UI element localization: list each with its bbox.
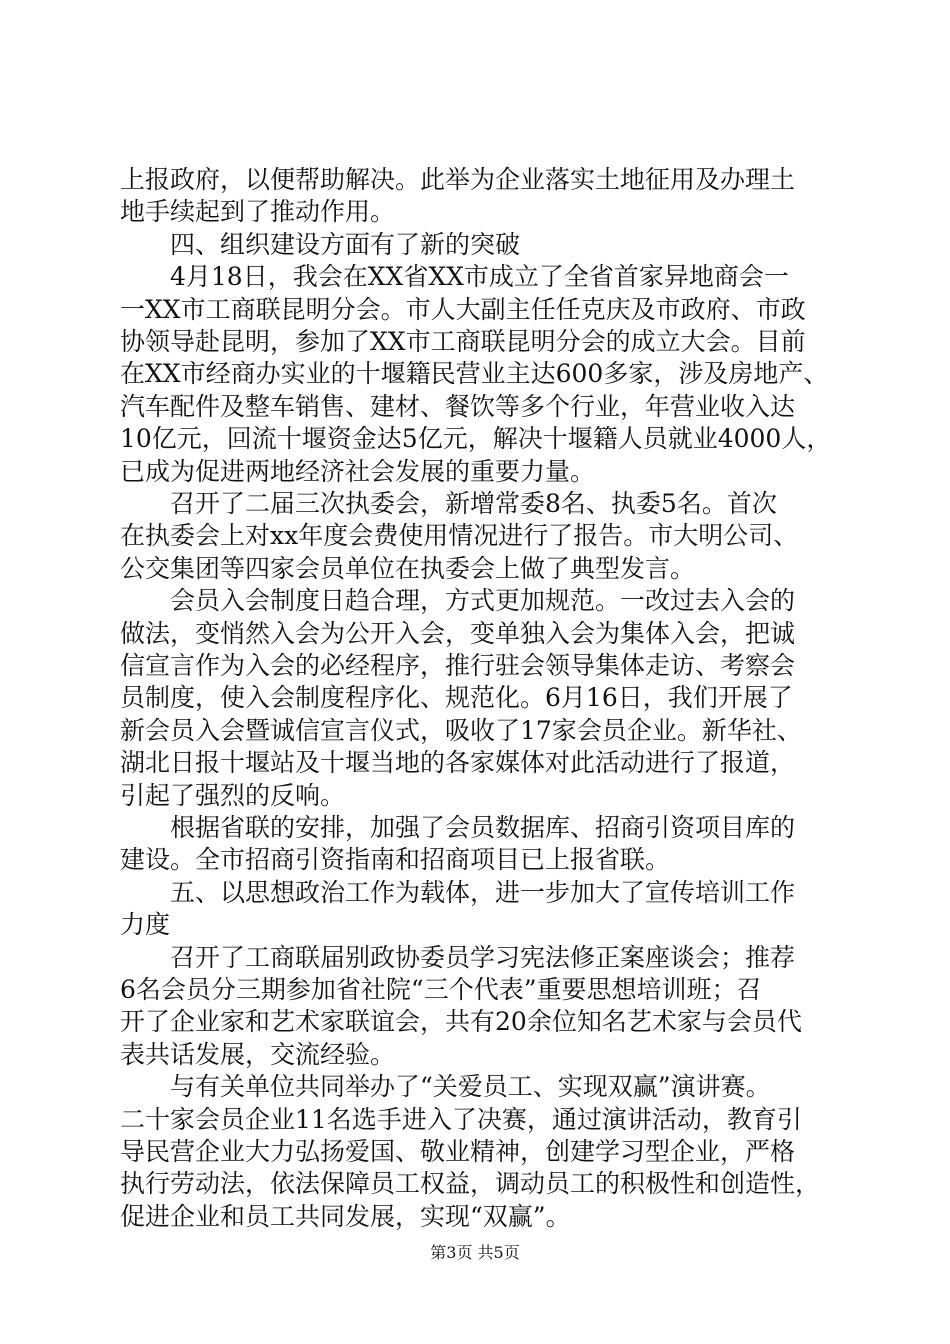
text-line: 建设。全市招商引资指南和招商项目已上报省联。 — [120, 845, 671, 875]
text-line: 10亿元，回流十堰资金达5亿元，解决十堰籍人员就业4000人， — [120, 424, 832, 454]
text-line: 一XX市工商联昆明分会。市人大副主任任克庆及市政府、市政 — [120, 294, 806, 324]
text-line: 会员入会制度日趋合理，方式更加规范。一改过去入会的 — [170, 586, 796, 616]
text-line: 召开了工商联届别政协委员学习宪法修正案座谈会；推荐 — [170, 942, 796, 972]
text-line: 引起了强烈的反响。 — [120, 780, 346, 810]
text-line: 根据省联的安排，加强了会员数据库、招商引资项目库的 — [170, 813, 796, 842]
text-line: 做法，变悄然入会为公开入会，变单独入会为集体入会，把诚 — [120, 618, 796, 648]
text-line: 开了企业家和艺术家联谊会，共有20余位知名艺术家与会员代 — [120, 1007, 802, 1037]
text-line: 在XX市经商办实业的十堰籍民营业主达600多家，涉及房地产、 — [120, 359, 829, 389]
page-number-footer: 第3页 共5页 — [430, 1243, 520, 1262]
text-line: 促进企业和员工共同发展，实现“双赢”。 — [120, 1201, 571, 1231]
text-line: 6名会员分三期参加省社院“三个代表”重要思想培训班；召 — [120, 975, 762, 1004]
text-line: 表共话发展，交流经验。 — [120, 1039, 396, 1069]
text-line: 新会员入会暨诚信宣言仪式，吸收了17家会员企业。新华社、 — [120, 715, 802, 745]
text-line: 公交集团等四家会员单位在执委会上做了典型发言。 — [120, 553, 696, 583]
text-line: 4月18日，我会在XX省XX市成立了全省首家异地商会一 — [170, 262, 789, 292]
text-line: 执行劳动法，依法保障员工权益，调动员工的积极性和创造性， — [120, 1169, 821, 1199]
text-line: 上报政府，以便帮助解决。此举为企业落实土地征用及办理土 — [120, 165, 796, 194]
text-line: 信宣言作为入会的必经程序，推行驻会领导集体走访、考察会 — [120, 651, 796, 680]
text-line: 地手续起到了推动作用。 — [120, 197, 396, 227]
text-line: 湖北日报十堰站及十堰当地的各家媒体对此活动进行了报道， — [120, 748, 796, 778]
section-heading: 五、以思想政治工作为载体，进一步加大了宣传培训工作 — [170, 877, 796, 907]
text-line: 协领导赴昆明，参加了XX市工商联昆明分会的成立大会。目前 — [120, 327, 806, 356]
text-line: 二十家会员企业11名选手进入了决赛，通过演讲活动，教育引 — [120, 1104, 802, 1134]
text-line: 召开了二届三次执委会，新增常委8名、执委5名。首次 — [170, 489, 777, 518]
text-line: 导民营企业大力弘扬爱国、敬业精神，创建学习型企业，严格 — [120, 1137, 796, 1166]
section-heading: 四、组织建设方面有了新的突破 — [170, 229, 521, 259]
text-line: 员制度，使入会制度程序化、规范化。6月16日，我们开展了 — [120, 683, 793, 713]
text-line: 与有关单位共同举办了“关爱员工、实现双赢”演讲赛。 — [170, 1072, 771, 1102]
text-line: 已成为促进两地经济社会发展的重要力量。 — [120, 456, 596, 486]
section-heading: 力度 — [120, 910, 171, 940]
text-line: 汽车配件及整车销售、建材、餐饮等多个行业，年营业收入达 — [120, 391, 796, 421]
text-line: 在执委会上对xx年度会费使用情况进行了报告。市大明公司、 — [120, 521, 799, 551]
